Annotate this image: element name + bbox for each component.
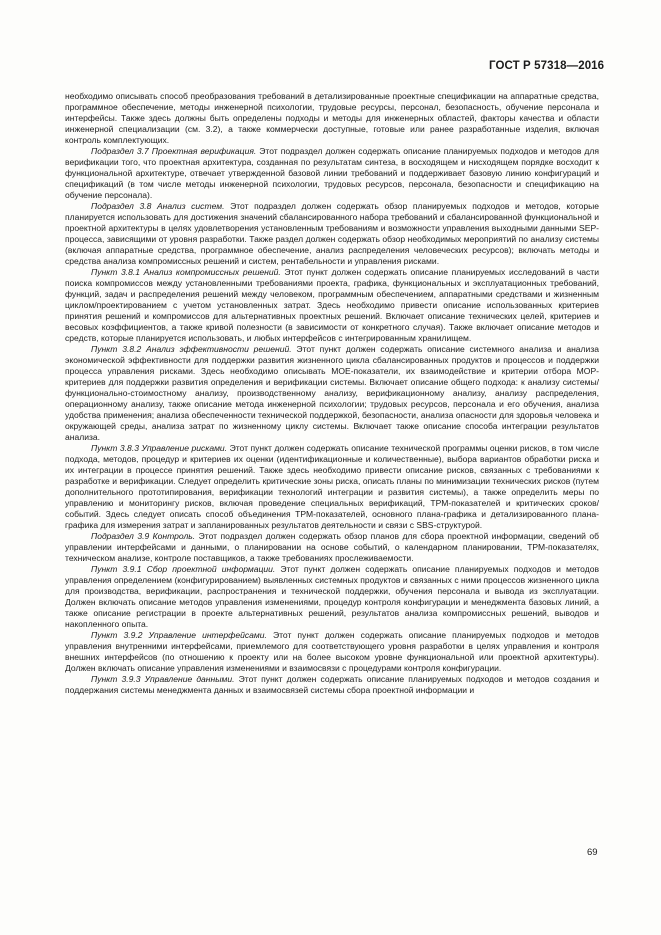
paragraph — [65, 267, 599, 344]
paragraph-heading: Пункт 3.8.2 Анализ эффективности решений. — [91, 344, 292, 354]
paragraph-text: Этот пункт должен содержать описание технической программы оценки рисков, в том числе подхода, методов, процедур и критериев их оценки (идентификационные и количественные), выбора вариантов обработки риска и их интеграции в процессе принятия решений. Также здесь необходимо привести описание рисков, связанных с требованиями к разработке и верификации. Следует определить критические зоны риска, описать планы по минимизации технических рисков (путем дополнительного прототипирования, верификации технологий интеграции и развития системы), а также определить меры по управлению и мониторингу рисков, включая проведение специальных верификаций, ТРМ-показателей и критических сроков/событий. Здесь следует описать способ объединения ТРМ-показателей, основного плана-графика и детализированного плана-графика для измерения затрат и запланированных результатов деятельности и связи с SBS-структурой. — [65, 443, 599, 530]
paragraph-heading: Подраздел 3.8 Анализ систем. — [91, 201, 225, 211]
paragraph — [65, 146, 599, 201]
paragraph-heading: Пункт 3.9.3 Управление данными. — [91, 674, 235, 684]
paragraph-text: Этот пункт должен содержать описание планируемых исследований в части поиска компромиссов между установленными требованиями проекта, графика, функциональных и эксплуатационных требований, функций, задач и распределения решений между человеком, программным обеспечением, аппаратными средствами и жизненным циклом/проектированием с учетом установленных затрат. Здесь необходимо привести описание использованных критериев принятия решений и компромиссов для альтернативных проектных решений. Включает описание технических целей, критериев и весовых коэффициентов, а также кривой полезности (в зависимости от конкретного случая). Также включает описание методов и средств, которые планируется использовать, и любых интерфейсов с интегрированным хранилищем. — [65, 267, 599, 343]
paragraph-text: Этот пункт должен содержать описание системного анализа и анализа экономической эффективности для поддержки развития жизненного цикла сбалансированных продуктов и процессов и поддержки процесса управления рисками. Здесь необходимо описывать МОЕ-показатели, их взаимодействие и критерии отбора МОР-критериев для поддержки развития определения и верификации системы. Включает описание общего подхода: к анализу системы/функционально-стоимостному анализу, производственному анализу, верификационному анализу, анализу распределения, операционному анализу, также описание метода инженерной психологии; трудовых ресурсов, персонала и его обучения, анализа удобства применения; анализа обеспеченности технической поддержкой, безопасности, анализа опасности для здоровья человека и окружающей среды, анализа затрат по жизненному циклу системы. Включает также описание способа интеграции результатов анализа. — [65, 344, 599, 442]
paragraph-text: Этот подраздел должен содержать обзор планов для сбора проектной информации, сведений об управлении интерфейсами и данными, о планировании на основе событий, о календарном планировании, ТРМ-показателях, техническом анализе, контроле поставщиков, а также требованиях прослеживаемости. — [65, 531, 599, 563]
paragraph — [65, 201, 599, 267]
paragraph — [65, 91, 599, 146]
paragraph-heading: Пункт 3.9.2 Управление интерфейсами. — [91, 630, 267, 640]
document-body — [65, 91, 599, 696]
paragraph — [65, 344, 599, 443]
paragraph-heading: Пункт 3.9.1 Сбор проектной информации. — [91, 564, 276, 574]
paragraph — [65, 630, 599, 674]
page-number: 69 — [587, 847, 598, 858]
paragraph-text: Этот пункт должен содержать описание планируемых подходов и методов управления определением (конфигурированием) выявленных системных продуктов и связанных с ними процессов жизненного цикла для производства, верификации, распространения и технической поддержки, обучения персонала и вывода из эксплуатации. Должен включать описание методов управления изменениями, процедур контроля конфигурации и менеджмента базовых линий, а также описание регистрации в проекте альтернативных решений, результатов анализа компромиссных решений, выводов и накопленного опыта. — [65, 564, 599, 629]
paragraph-heading: Пункт 3.8.3 Управление рисками. — [91, 443, 228, 453]
paragraph-text: необходимо описывать способ преобразования требований в детализированные проектные спецификации на аппаратные средства, программное обеспечение, методы инженерной психологии, трудовые ресурсы, персонал, безопасность, обучение персонала и интерфейсы. Также здесь должны быть определены подходы и методы для инженерных областей, факторы качества и области инженерной специализации (см. 3.2), а также коммерчески доступные, готовые или ранее разработанные изделия, включая контроль комплектующих. — [65, 91, 599, 145]
paragraph-text: Этот пункт должен содержать описание планируемых подходов и методов создания и поддержания системы менеджмента данных и взаимосвязей системы сбора проектной информации и — [65, 674, 599, 695]
paragraph — [65, 674, 599, 696]
paragraph — [65, 531, 599, 564]
paragraph-text: Этот подраздел должен содержать обзор планируемых подходов и методов, которые планируется использовать для достижения значений сбалансированного набора требований и сбалансированной функциональной и проектной архитектуры в целях удовлетворения установленным требованиям и возможности управления выходными данными SEP-процесса, зависящими от уровня разработки. Также раздел должен содержать обзор необходимых мероприятий по анализу системы (включая аппаратные средства, программное обеспечение, анализ распределения человеческих ресурсов); включать методы и средства анализа компромиссных решений и систем, рентабельности и управления рисками. — [65, 201, 599, 266]
paragraph-heading: Пункт 3.8.1 Анализ компромиссных решений. — [91, 267, 281, 277]
paragraph-heading: Подраздел 3.7 Проектная верификация. — [91, 146, 257, 156]
paragraph-text: Этот пункт должен содержать описание планируемых подходов и методов управления внутренними интерфейсами, приемлемого для соответствующего уровня разработки в целях управления и контроля внешних интерфейсов (по отношению к проекту или на более высоком уровне функциональной или проектной архитектуры). Должен включать описание управления изменениями и взаимосвязи с процедурами контроля конфигурации. — [65, 630, 599, 673]
paragraph-text: Этот подраздел должен содержать описание планируемых подходов и методов для верификации того, что проектная архитектура, созданная по результатам синтеза, в восходящем и нисходящем порядке восходит к функциональной архитектуре, отвечает утвержденной базовой линии требований и поддерживает базовую линию конфигураций и спецификаций (в том числе методы инженерной психологии, трудовых ресурсов, персонала, безопасности и спецификацию на обучение персонала). — [65, 146, 599, 200]
paragraph — [65, 443, 599, 531]
paragraph-heading: Подраздел 3.9 Контроль. — [91, 531, 196, 541]
paragraph — [65, 564, 599, 630]
document-code-header: ГОСТ Р 57318—2016 — [489, 60, 605, 72]
